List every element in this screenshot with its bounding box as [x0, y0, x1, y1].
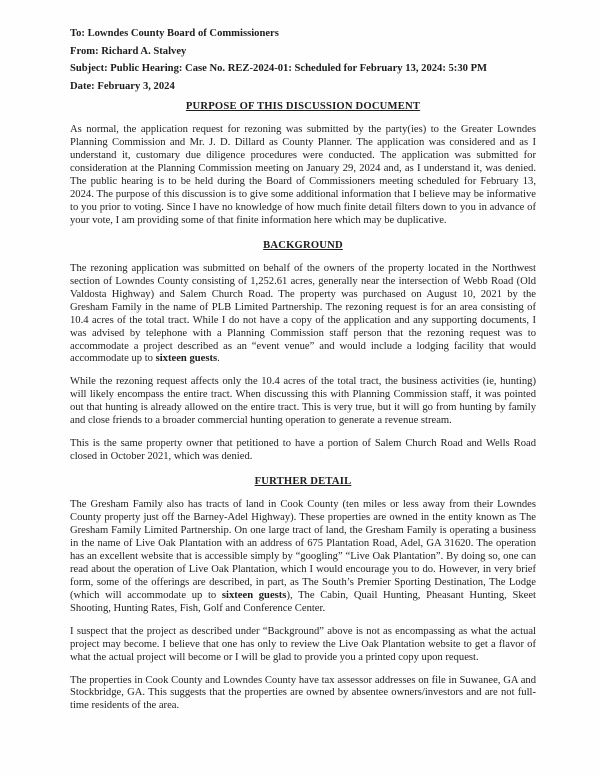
- text-run: I suspect that the project as described under “Background” above is not as encompassing as what the actual project may become. I believe that one has only to review the Live Oak Plantation website to get a flavor of what the actual project will become or I will be glad to provide you a printed copy upon request.: [70, 625, 536, 663]
- text-run: ), The Cabin, Quail Hunting, Pheasant Hunting, Skeet Shooting, Hunting Rates, Fish, Golf and Conference Center.: [70, 589, 536, 614]
- text-run: .: [217, 353, 220, 365]
- memo-subject-line: Subject: Public Hearing: Case No. REZ-2024-01: Scheduled for February 13, 2024: 5:30 PM: [70, 63, 488, 75]
- paragraph: [70, 263, 536, 367]
- section-heading: BACKGROUND: [263, 239, 343, 251]
- section-heading: PURPOSE OF THIS DISCUSSION DOCUMENT: [185, 101, 421, 113]
- bold-text-run: sixteen guests: [221, 589, 287, 601]
- paragraph: [70, 675, 536, 714]
- paragraph: [70, 499, 536, 616]
- document-section: [70, 101, 536, 228]
- text-run: As normal, the application request for rezoning was submitted by the party(ies) to the Greater Lowndes Planning Commission and Mr. J. D. Dillard as County Planner. The application was considered and as I understand it, customary due diligence procedures were conducted. The application was submitted for consideration at the Planning Commission meeting on January 29, 2024 and, as I understand it, was denied. The public hearing is to be held during the Board of Commissioners meeting scheduled for February 13, 2024. The purpose of this discussion is to give some additional information that I believe may be informative to you prior to voting. Since I have no knowledge of how much finite detail filters down to you in advance of your vote, I am providing some of that finite information here which may be duplicative.: [70, 124, 536, 226]
- memo-from-line: From: Richard A. Stalvey: [70, 45, 187, 57]
- document-section: [70, 476, 536, 713]
- text-run: The rezoning application was submitted on behalf of the owners of the property located in the Northwest section of Lowndes County consisting of 1,252.61 acres, generally near the intersection of Webb Road (Old Valdosta Highway) and Salem Church Road. The property was purchased on August 10, 2021 by the Gresham Family in the name of PLB Limited Partnership. The rezoning request is for an area consisting of 10.4 acres of the total tract. While I do not have a copy of the application and any supporting documents, I was advised by telephone with a Planning Commission staff person that the rezoning request was to accommodate a project described as an “event venue” and would include a lodging facility that would accommodate up to: [70, 262, 536, 365]
- document-body: [70, 101, 536, 713]
- memo-to-line: To: Lowndes County Board of Commissioners: [70, 28, 279, 39]
- memo-header: [70, 25, 536, 95]
- text-run: The properties in Cook County and Lowndes County have tax assessor addresses on file in Suwanee, GA and Stockbridge, GA. This suggests that the properties are owned by absentee owners/investors and are not full-time residents of the area.: [70, 674, 536, 712]
- memo-date-line: Date: February 3, 2024: [70, 80, 175, 92]
- section-heading: FURTHER DETAIL: [254, 476, 352, 488]
- paragraph: [70, 376, 536, 428]
- text-run: The Gresham Family also has tracts of land in Cook County (ten miles or less away from their Lowndes County property just off the Barney-Adel Highway). These properties are owned in the entity known as The Gresham Family Limited Partnership. On one large tract of land, the Gresham Family is operating a business in the name of Live Oak Plantation with an address of 675 Plantation Road, Adel, GA 31620. The operation has an excellent website that is accessible simply by “googling” “Live Oak Plantation”. By doing so, one can read about the operation of Live Oak Plantation, which I would encourage you to do. However, in very brief form, some of the offerings are described, in part, as The South’s Premier Sporting Destination, The Lodge (which will accommodate up to: [70, 499, 536, 601]
- text-run: This is the same property owner that petitioned to have a portion of Salem Church Road and Wells Road closed in October 2021, which was denied.: [70, 438, 536, 463]
- paragraph: [70, 626, 536, 665]
- bold-text-run: sixteen guests: [155, 353, 218, 365]
- document-section: [70, 240, 536, 464]
- paragraph: [70, 124, 536, 228]
- text-run: While the rezoning request affects only the 10.4 acres of the total tract, the business activities (ie, hunting) will likely encompass the entire tract. When discussing this with Planning Commission staff, it was pointed out that hunting is already allowed on the entire tract. This is very true, but it will go from hunting by family and close friends to a broader commercial hunting operation to generate a revenue stream.: [70, 376, 536, 427]
- paragraph: [70, 438, 536, 464]
